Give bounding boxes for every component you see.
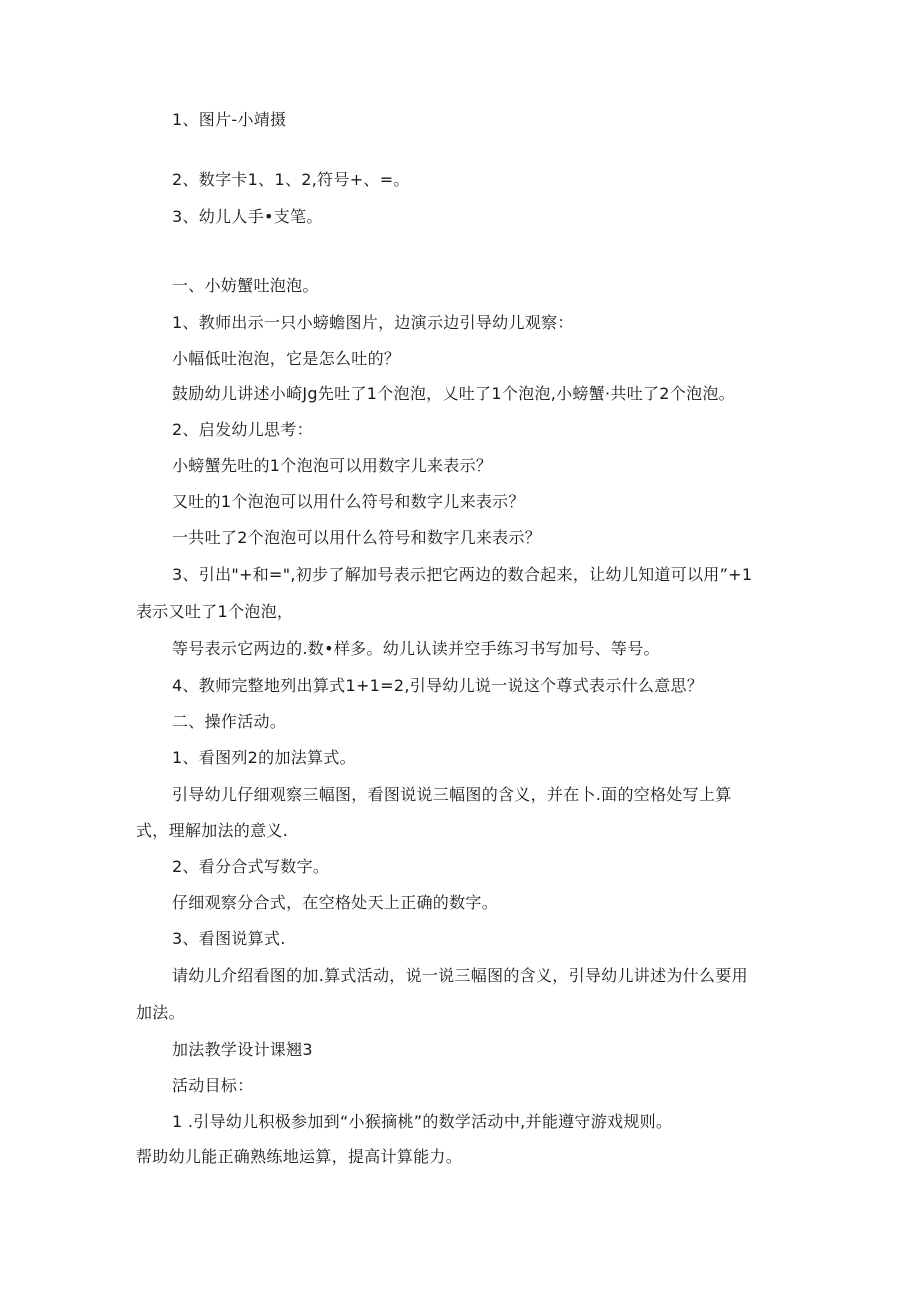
paragraph: 一共吐了2个泡泡可以用什么符号和数字几来表示？ [172, 528, 542, 547]
paragraph: 加法。 [136, 1003, 185, 1022]
paragraph: 1 .引导幼儿积极参加到“小猴摘桃”的数学活动中,并能遵守游戏规则。 [172, 1112, 673, 1131]
paragraph: 小幅低吐泡泡，它是怎么吐的？ [172, 349, 401, 368]
paragraph: 式，理解加法的意义. [136, 821, 289, 840]
section-heading-2: 二、操作活动。 [172, 712, 287, 731]
material-item-2: 2、数字卡1、1、2,符号+、=。 [172, 170, 410, 189]
paragraph: 帮助幼儿能正确熟练地运算，提高计算能力。 [136, 1147, 463, 1166]
paragraph: 等号表示它两边的.数•样多。幼儿认读并空手练习书写加号、等号。 [172, 639, 660, 658]
paragraph: 2、启发幼儿思考： [172, 420, 313, 439]
paragraph: 鼓励幼儿讲述小崎Jg先吐了1个泡泡，乂吐了1个泡泡,小螃蟹·共吐了2个泡泡。 [172, 384, 735, 403]
design-title: 加法教学设计课翘3 [172, 1040, 313, 1059]
paragraph: 请幼儿介绍看图的加.算式活动，说一说三幅图的含义，引导幼儿讲述为什么要用 [172, 966, 748, 985]
material-item-3: 3、幼儿人手•支笔。 [172, 207, 323, 226]
paragraph: 仔细观察分合式，在空格处天上正确的数字。 [172, 893, 499, 912]
paragraph: 2、看分合式写数字。 [172, 857, 330, 876]
paragraph: 引导幼儿仔细观察三幅图，看图说说三幅图的含义，并在卜.面的空格处写上算 [172, 785, 732, 804]
paragraph: 1、看图列2的加法算式。 [172, 748, 356, 767]
section-heading-1: 一、小妨蟹吐泡泡。 [172, 276, 319, 295]
paragraph: 表示又吐了1个泡泡， [136, 602, 294, 621]
paragraph: 4、教师完整地列出算式1+1=2,引导幼儿说一说这个尊式表示什么意思？ [172, 676, 704, 695]
paragraph: 又吐的1个泡泡可以用什么符号和数字儿来表示？ [172, 492, 525, 511]
material-item-1: 1、图片-小靖摄 [172, 110, 287, 129]
paragraph: 3、引出"+和=",初步了解加号表示把它两边的数合起来，让幼儿知道可以用”+1 [172, 565, 753, 584]
paragraph: 活动目标： [172, 1076, 254, 1095]
paragraph: 小螃蟹先吐的1个泡泡可以用数字儿来表示？ [172, 456, 493, 475]
paragraph: 1、教师出示一只小螃蟾图片，边演示边引导幼儿观察： [172, 313, 574, 332]
paragraph: 3、看图说算式. [172, 929, 286, 948]
